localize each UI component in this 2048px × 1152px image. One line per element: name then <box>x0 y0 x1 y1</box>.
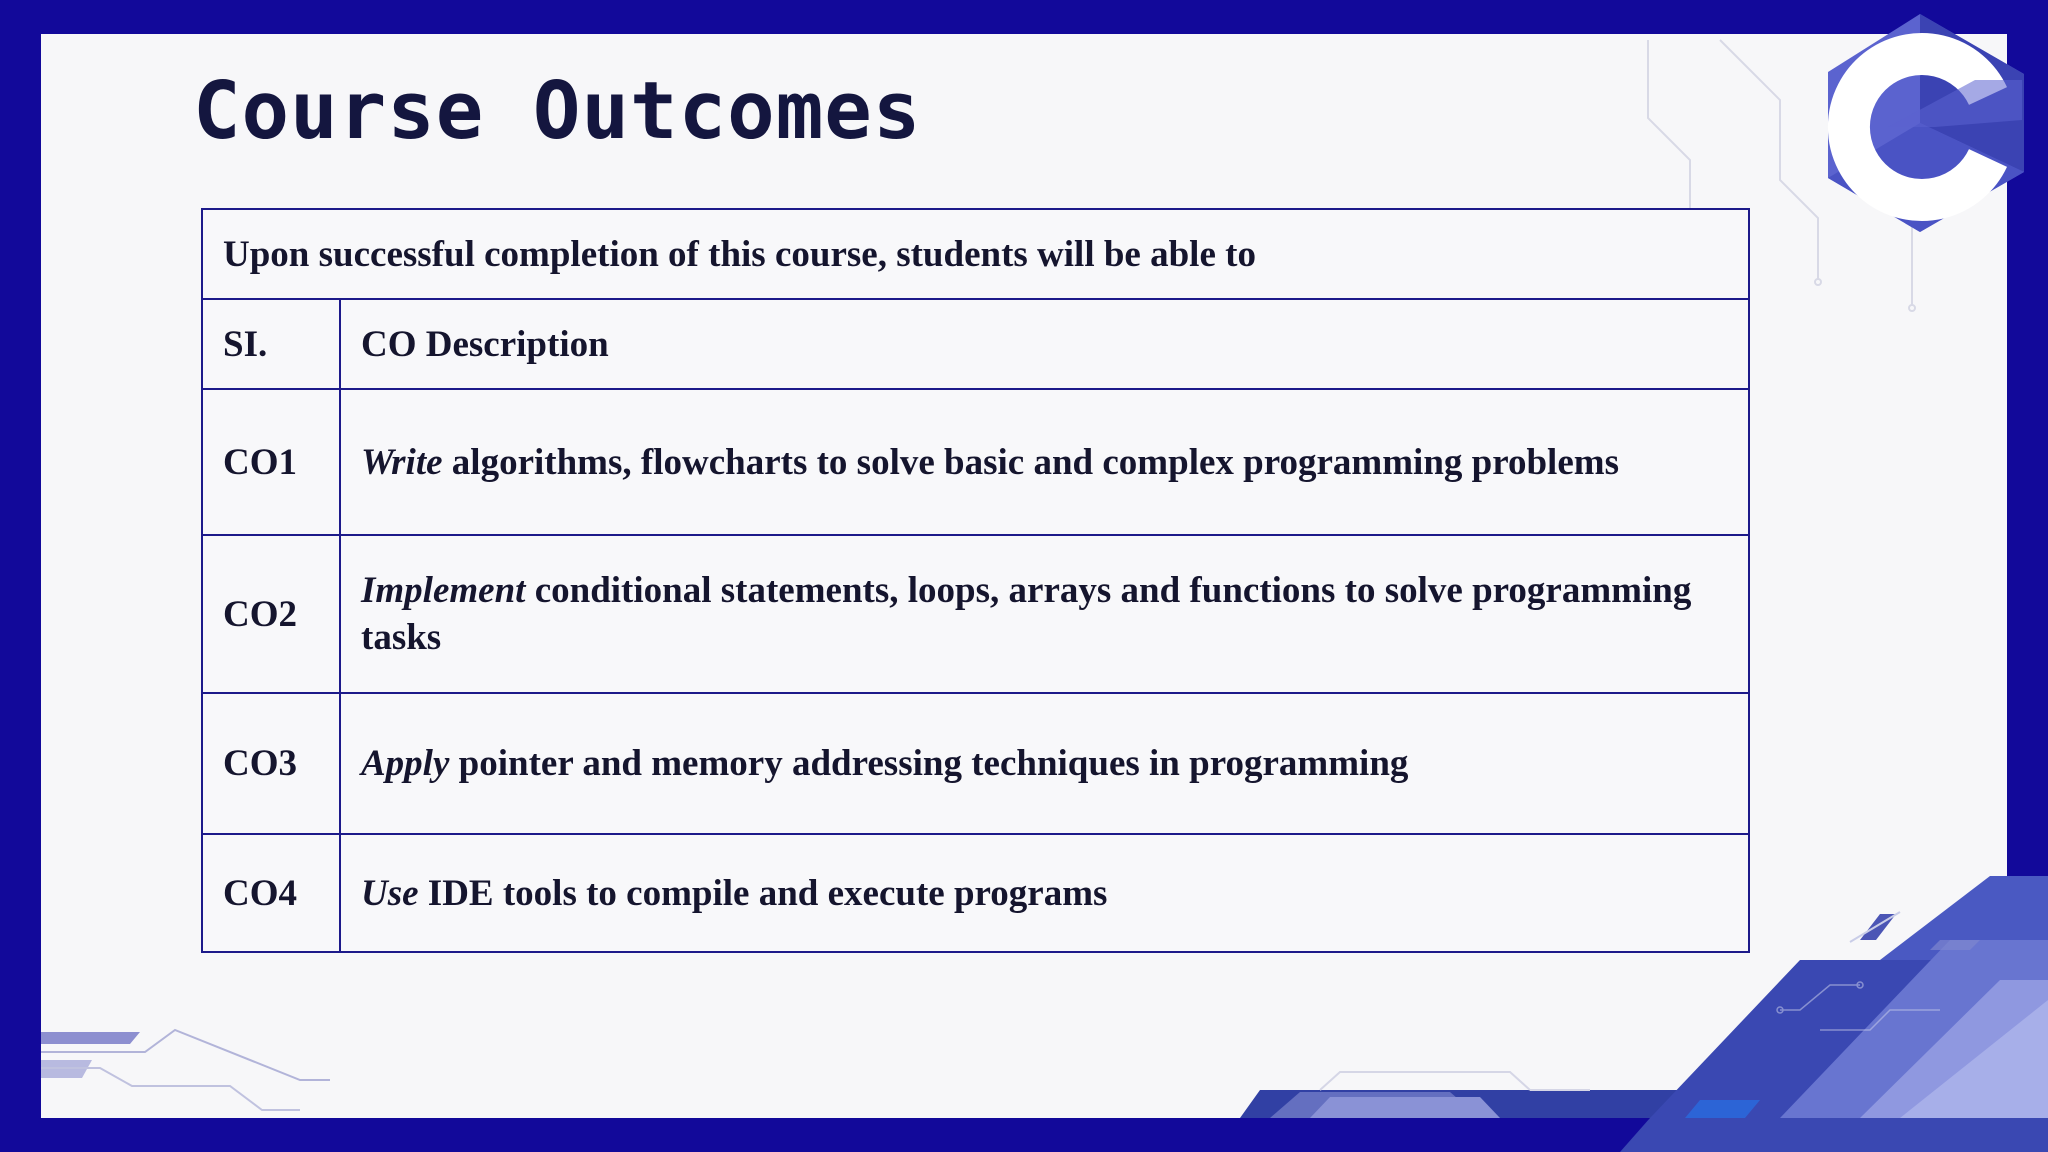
co-id: CO3 <box>202 693 340 834</box>
co-text: algorithms, flowcharts to solve basic and complex programming problems <box>442 441 1619 483</box>
co-text: conditional statements, loops, arrays and functions to solve programming tasks <box>361 570 1692 658</box>
co-text: IDE tools to compile and execute programs <box>418 872 1108 914</box>
header-si: SI. <box>202 299 340 389</box>
co-verb: Implement <box>361 570 526 611</box>
course-outcomes-table <box>201 208 1750 953</box>
co-verb: Use <box>361 872 419 914</box>
co-text: pointer and memory addressing techniques in programming <box>449 743 1409 784</box>
table-intro-row <box>202 209 1749 299</box>
co-id: CO2 <box>202 535 340 693</box>
co-verb: Apply <box>361 743 450 784</box>
intro-cell: Upon successful completion of this course, students will be able to <box>202 209 1749 299</box>
table-row <box>202 535 1749 693</box>
co-id: CO4 <box>202 834 340 952</box>
co-description <box>340 834 1749 952</box>
slide-title: Course Outcomes <box>193 65 922 157</box>
co-description <box>340 535 1749 693</box>
table-row <box>202 693 1749 834</box>
header-description: CO Description <box>340 299 1749 389</box>
co-description <box>340 693 1749 834</box>
table-header-row <box>202 299 1749 389</box>
co-verb: Write <box>361 441 443 483</box>
table-row <box>202 389 1749 535</box>
co-id: CO1 <box>202 389 340 535</box>
co-description <box>340 389 1749 535</box>
table-row <box>202 834 1749 952</box>
